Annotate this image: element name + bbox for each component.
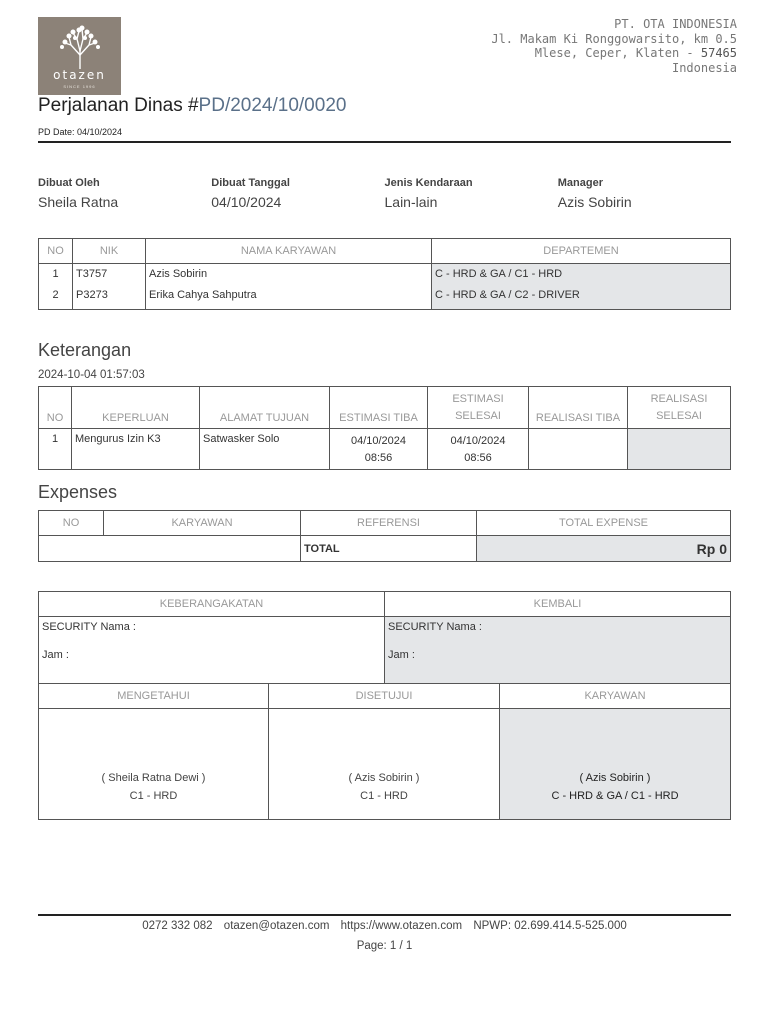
- jam-label: Jam :: [388, 649, 415, 661]
- page-number: Page: 1 / 1: [356, 940, 413, 952]
- footer-phone: 0272 332 082: [142, 920, 213, 932]
- jam-label: Jam :: [42, 649, 69, 661]
- meta-manager: [558, 177, 731, 210]
- table-row: [39, 429, 731, 470]
- signer-name: ( Azis Sobirin ): [579, 772, 651, 784]
- keterangan-heading: Keterangan: [38, 340, 132, 360]
- meta-info-row: [38, 177, 731, 210]
- column-header-purpose: KEPERLUAN: [72, 387, 200, 429]
- logo-wordmark: otazen: [53, 68, 106, 82]
- column-header-nik: NIK: [73, 239, 146, 264]
- signer-name: ( Azis Sobirin ): [348, 772, 420, 784]
- meta-value: Sheila Ratna: [38, 194, 119, 210]
- column-header-est-finish: [428, 387, 529, 429]
- cell-no: 1: [39, 264, 73, 287]
- expenses-heading: Expenses: [38, 482, 118, 502]
- column-header-departure: KEBERANGAKATAN: [39, 592, 385, 617]
- meta-label: Dibuat Tanggal: [211, 177, 290, 189]
- footer-website[interactable]: https://www.otazen.com: [340, 920, 463, 932]
- signature-acknowledged: [39, 709, 269, 820]
- cell-no: 1: [39, 429, 72, 470]
- signer-name: ( Sheila Ratna Dewi ): [101, 772, 206, 784]
- cell-date: 04/10/2024: [450, 435, 506, 447]
- column-header-real-arrival: REALISASI TIBA: [529, 387, 628, 429]
- total-label: TOTAL: [301, 536, 477, 562]
- pd-date: PD Date: 04/10/2024: [38, 127, 123, 137]
- total-value: Rp 0: [477, 536, 731, 562]
- logo-tagline: SINCE 1996: [63, 84, 96, 89]
- cell-time: 08:56: [364, 452, 393, 464]
- table-row: [39, 287, 731, 310]
- company-address-block: [491, 17, 737, 75]
- company-address-line2: [491, 46, 737, 61]
- header-divider: [38, 141, 731, 143]
- column-header-no: NO: [39, 511, 104, 536]
- cell-name: Azis Sobirin: [146, 264, 432, 287]
- header-line: SELESAI: [455, 409, 501, 422]
- meta-created-by: [38, 177, 211, 210]
- empty-cell: [39, 536, 301, 562]
- footer-contact: [38, 920, 731, 932]
- cell-no: 2: [39, 287, 73, 310]
- column-header-department: DEPARTEMEN: [432, 239, 731, 264]
- column-header-real-finish: [628, 387, 731, 429]
- signature-row: [39, 709, 731, 820]
- column-header-approved: DISETUJUI: [269, 684, 500, 709]
- cell-est-finish: [428, 429, 529, 470]
- security-name-label: SECURITY Nama :: [388, 621, 482, 633]
- approval-table: [38, 683, 731, 820]
- meta-vehicle-type: [385, 177, 558, 210]
- column-header-name: NAMA KARYAWAN: [146, 239, 432, 264]
- column-header-employee: KARYAWAN: [104, 511, 301, 536]
- title-prefix: Perjalanan Dinas #: [38, 95, 199, 116]
- table-row: [39, 264, 731, 287]
- column-header-destination: ALAMAT TUJUAN: [200, 387, 330, 429]
- signature-approved: [269, 709, 500, 820]
- document-number: PD/2024/10/0020: [198, 95, 347, 116]
- signature-employee: [500, 709, 731, 820]
- company-postal-code: 57465: [700, 46, 737, 60]
- return-cell: [385, 617, 731, 684]
- keterangan-timestamp: 2024-10-04 01:57:03: [38, 369, 145, 381]
- meta-value: 04/10/2024: [211, 194, 282, 210]
- company-logo: [38, 17, 121, 95]
- meta-created-date: [211, 177, 384, 210]
- company-address-line1: Jl. Makam Ki Ronggowarsito, km 0.5: [491, 31, 737, 46]
- cell-purpose: Mengurus Izin K3: [72, 429, 200, 470]
- meta-value: Lain-lain: [384, 194, 438, 210]
- footer-email[interactable]: otazen@otazen.com: [223, 920, 330, 932]
- meta-label: Dibuat Oleh: [38, 177, 100, 189]
- signer-department: C1 - HRD: [360, 790, 408, 802]
- meta-value: Azis Sobirin: [557, 194, 632, 210]
- footer-npwp: NPWP: 02.699.414.5-525.000: [473, 920, 627, 932]
- column-header-acknowledged: MENGETAHUI: [39, 684, 269, 709]
- tree-icon: [57, 25, 103, 69]
- company-name: PT. OTA INDONESIA: [614, 17, 737, 31]
- departure-cell: [39, 617, 385, 684]
- expenses-table: [38, 510, 731, 562]
- column-header-total-expense: TOTAL EXPENSE: [477, 511, 731, 536]
- header-line: SELESAI: [656, 409, 702, 422]
- header-line: REALISASI: [650, 392, 708, 405]
- cell-department: C - HRD & GA / C2 - DRIVER: [432, 287, 731, 310]
- header-line: ESTIMASI: [452, 392, 504, 405]
- signer-department: C - HRD & GA / C1 - HRD: [551, 790, 679, 802]
- company-address-city: Mlese, Ceper, Klaten -: [534, 46, 701, 60]
- cell-destination: Satwasker Solo: [200, 429, 330, 470]
- security-table: [38, 591, 731, 684]
- cell-time: 08:56: [464, 452, 492, 464]
- meta-label: Manager: [557, 177, 603, 189]
- column-header-est-arrival: ESTIMASI TIBA: [330, 387, 428, 429]
- cell-real-finish: [628, 429, 731, 470]
- meta-label: Jenis Kendaraan: [384, 177, 473, 189]
- column-header-no: NO: [39, 387, 72, 429]
- cell-nik: P3273: [73, 287, 146, 310]
- expenses-total-row: [39, 536, 731, 562]
- cell-nik: T3757: [73, 264, 146, 287]
- cell-est-arrival: [330, 429, 428, 470]
- cell-real-arrival: [529, 429, 628, 470]
- employee-table: [38, 238, 731, 310]
- footer-divider: [38, 914, 731, 916]
- cell-name: Erika Cahya Sahputra: [146, 287, 432, 310]
- column-header-return: KEMBALI: [385, 592, 731, 617]
- company-country: Indonesia: [671, 60, 737, 75]
- security-row: [39, 617, 731, 684]
- column-header-no: NO: [39, 239, 73, 264]
- column-header-reference: REFERENSI: [301, 511, 477, 536]
- itinerary-table: [38, 386, 731, 470]
- cell-date: 04/10/2024: [350, 435, 407, 447]
- security-name-label: SECURITY Nama :: [42, 621, 136, 633]
- column-header-employee: KARYAWAN: [500, 684, 731, 709]
- signer-department: C1 - HRD: [129, 790, 178, 802]
- document-title: [38, 95, 346, 117]
- cell-department: C - HRD & GA / C1 - HRD: [432, 264, 731, 287]
